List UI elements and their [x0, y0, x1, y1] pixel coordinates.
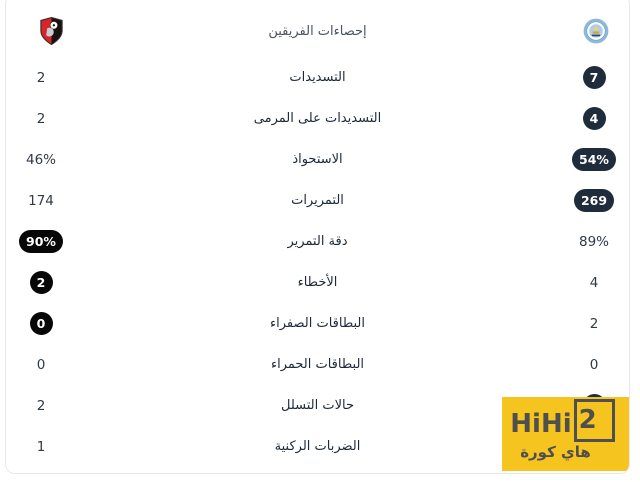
right-value: 4	[589, 274, 599, 291]
watermark-brand-text: HiHi	[510, 408, 572, 439]
stat-label: الاستحواذ	[292, 152, 343, 167]
stat-label: التمريرات	[291, 193, 344, 208]
stat-row-possession	[6, 139, 629, 180]
left-value-badge: 0	[30, 312, 53, 335]
right-value: 2	[589, 315, 599, 332]
watermark-brand	[510, 405, 614, 442]
stat-label: حالات التسلل	[280, 398, 355, 413]
stat-row-yellow-cards	[6, 303, 629, 344]
stat-row-shots-on-target	[6, 98, 629, 139]
bournemouth-crest-icon	[39, 16, 64, 46]
stats-header	[6, 0, 629, 57]
right-value-badge: 7	[583, 66, 606, 89]
right-value-badge: 269	[574, 189, 614, 212]
left-value: 174	[28, 192, 54, 209]
left-value: 46%	[25, 151, 56, 168]
hihi2-watermark	[502, 397, 629, 471]
stat-label: البطاقات الحمراء	[270, 357, 365, 372]
left-value: 2	[36, 110, 46, 127]
left-value: 2	[36, 397, 46, 414]
stat-row-passes	[6, 180, 629, 221]
team-stats-card	[5, 0, 630, 474]
left-value-badge: 2	[30, 271, 53, 294]
right-value-badge: 54%	[572, 148, 616, 171]
watermark-brand-boxed-2: 2	[574, 399, 615, 442]
left-value-badge: 90%	[19, 230, 63, 253]
stat-row-red-cards	[6, 344, 629, 385]
stat-label: البطاقات الصفراء	[270, 316, 365, 331]
stat-row-shots	[6, 57, 629, 98]
left-value: 2	[36, 69, 46, 86]
right-value: 0	[589, 356, 599, 373]
man-city-crest-icon	[583, 18, 609, 44]
left-value: 1	[36, 438, 46, 455]
stat-label: دقة التمرير	[287, 234, 348, 249]
right-value: 89%	[578, 233, 609, 250]
stat-label: الأخطاء	[297, 275, 338, 290]
stat-row-fouls	[6, 262, 629, 303]
stats-title: إحصاءات الفريقين	[268, 23, 367, 39]
stat-label: التسديدات	[289, 70, 346, 85]
left-value: 0	[36, 356, 46, 373]
stat-row-pass-accuracy	[6, 221, 629, 262]
right-value-badge: 4	[583, 107, 606, 130]
watermark-subtitle: هاي كورة	[520, 443, 591, 461]
stat-label: الضربات الركنية	[274, 439, 361, 454]
stat-label: التسديدات على المرمى	[253, 111, 382, 126]
